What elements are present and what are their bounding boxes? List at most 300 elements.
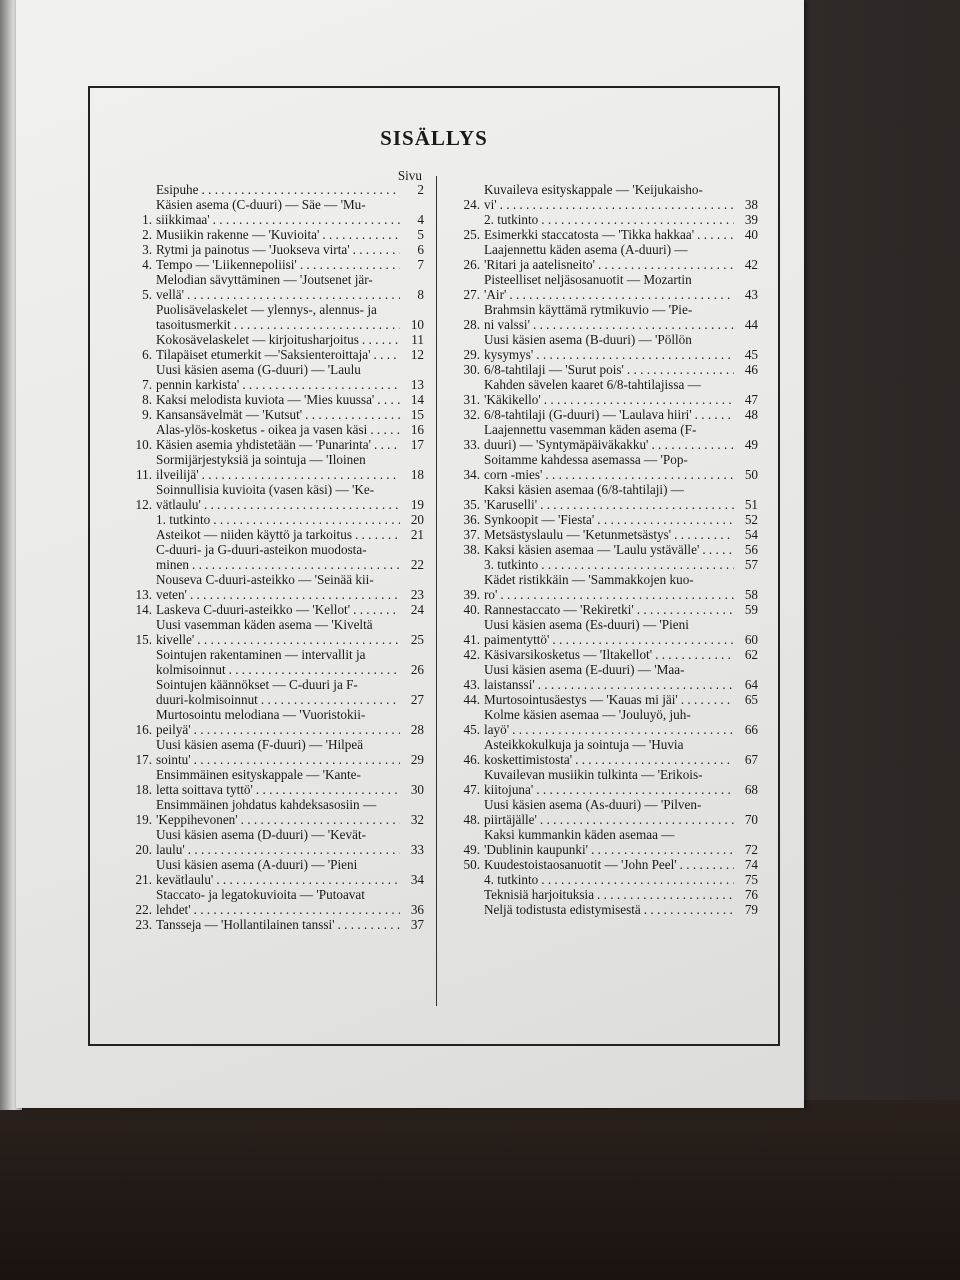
toc-entry-title: 1. tutkinto — [156, 512, 211, 527]
toc-entry-title: Uusi käsien asema (Es-duuri) — 'Pieni — [484, 617, 689, 632]
toc-entry — [118, 407, 424, 422]
toc-entry-title: corn -mies' — [484, 467, 543, 482]
toc-entry-title: kevätlaulu' — [156, 872, 214, 887]
dot-leader — [671, 527, 734, 542]
toc-entry-number: 26. — [463, 257, 480, 272]
toc-entry-number: 49. — [463, 842, 480, 857]
toc-page-number: 10 — [410, 317, 424, 332]
toc-entry-number: 45. — [463, 722, 480, 737]
toc-entry-title: 'Dublinin kaupunki' — [484, 842, 589, 857]
toc-entry — [118, 182, 424, 197]
toc-entry — [446, 707, 758, 737]
dot-leader — [594, 512, 734, 527]
toc-page-number: 21 — [410, 527, 424, 542]
toc-entry — [446, 887, 758, 902]
toc-entry-title: Ensimmäinen johdatus kahdeksasosiin — — [156, 797, 377, 812]
toc-page-number: 52 — [744, 512, 758, 527]
dot-leader — [692, 407, 734, 422]
toc-entry — [446, 827, 758, 857]
toc-page-number: 37 — [410, 917, 424, 932]
toc-entry-title: Sormijärjestyksiä ja sointuja — 'Iloinen — [156, 452, 366, 467]
toc-entry — [118, 392, 424, 407]
dot-leader — [231, 317, 400, 332]
toc-entry — [446, 212, 758, 227]
toc-entry-number: 20. — [135, 842, 152, 857]
toc-entry-title: vellä' — [156, 287, 185, 302]
toc-entry-number: 46. — [463, 752, 480, 767]
toc-entry-number: 39. — [463, 587, 480, 602]
toc-entry-title: Teknisiä harjoituksia — [484, 887, 595, 902]
dot-leader — [506, 287, 734, 302]
toc-entry-title: piirtäjälle' — [484, 812, 537, 827]
toc-page-number: 51 — [744, 497, 758, 512]
dot-leader — [184, 287, 400, 302]
toc-entry-title: C-duuri- ja G-duuri-asteikon muodosta- — [156, 542, 367, 557]
toc-entry-title: laulu' — [156, 842, 185, 857]
dot-leader — [350, 602, 400, 617]
toc-entry-number: 19. — [135, 812, 152, 827]
toc-entry-number: 3. — [142, 242, 152, 257]
toc-page-number: 33 — [410, 842, 424, 857]
toc-entry-title: tasoitusmerkit — [156, 317, 231, 332]
toc-page-number: 59 — [744, 602, 758, 617]
toc-entry — [446, 377, 758, 407]
toc-entry-title: Uusi käsien asema (F-duuri) — 'Hilpeä — [156, 737, 364, 752]
toc-entry-title: Melodian sävyttäminen — 'Joutsenet jär- — [156, 272, 373, 287]
toc-entry-title: 'Keppihevonen' — [156, 812, 238, 827]
toc-entry — [118, 572, 424, 602]
toc-entry — [118, 797, 424, 827]
toc-entry-title: Kansansävelmät — 'Kutsut' — [156, 407, 303, 422]
toc-entry-number: 22. — [135, 902, 152, 917]
toc-entry — [446, 902, 758, 917]
toc-entry — [118, 887, 424, 917]
dot-leader — [595, 257, 734, 272]
dot-leader — [258, 692, 400, 707]
dot-leader — [699, 542, 734, 557]
toc-entry-title: sointu' — [156, 752, 191, 767]
toc-entry — [446, 557, 758, 572]
dot-leader — [497, 587, 734, 602]
toc-entry-title: Nouseva C-duuri-asteikko — 'Seinää kii- — [156, 572, 374, 587]
toc-page-number: 7 — [417, 257, 424, 272]
toc-entry-title: koskettimistosta' — [484, 752, 573, 767]
toc-entry — [118, 677, 424, 707]
toc-page-number: 68 — [744, 782, 758, 797]
toc-page-number: 12 — [410, 347, 424, 362]
dot-leader — [191, 902, 400, 917]
toc-entry-number: 4. — [142, 257, 152, 272]
toc-page-number: 27 — [410, 692, 424, 707]
toc-entry — [446, 362, 758, 377]
toc-entry-title: Metsästyslaulu — 'Ketunmetsästys' — [484, 527, 672, 542]
dot-leader — [371, 347, 401, 362]
toc-entry-title: Puolisävelaskelet — ylennys-, alennus- ja — [156, 302, 377, 317]
toc-entry — [446, 857, 758, 872]
toc-page-number: 70 — [744, 812, 758, 827]
toc-entry-title: Uusi käsien asema (D-duuri) — 'Kevät- — [156, 827, 367, 842]
toc-entry-title: Kaksi käsien asemaa (6/8-tahtilaji) — — [484, 482, 684, 497]
toc-entry-title: kysymys' — [484, 347, 534, 362]
toc-entry-title: Kolme käsien asemaa — 'Jouluyö, juh- — [484, 707, 691, 722]
toc-page-number: 29 — [410, 752, 424, 767]
toc-entry — [118, 827, 424, 857]
toc-page-number: 60 — [744, 632, 758, 647]
dot-leader — [538, 872, 734, 887]
dot-leader — [549, 632, 734, 647]
toc-page-number: 28 — [410, 722, 424, 737]
toc-entry-title: 3. tutkinto — [484, 557, 539, 572]
column-divider — [436, 176, 437, 1006]
toc-entry-title: Uusi käsien asema (As-duuri) — 'Pilven- — [484, 797, 702, 812]
toc-page-number: 64 — [744, 677, 758, 692]
table-surface — [0, 1100, 960, 1280]
dot-leader — [350, 242, 400, 257]
toc-entry-number: 8. — [142, 392, 152, 407]
toc-entry-title: 2. tutkinto — [484, 212, 539, 227]
toc-entry — [446, 602, 758, 617]
toc-entry — [446, 332, 758, 362]
toc-entry — [446, 797, 758, 827]
toc-page-number: 22 — [410, 557, 424, 572]
toc-page-number: 19 — [410, 497, 424, 512]
toc-entry-title: paimentyttö' — [484, 632, 550, 647]
toc-entry-title: Kädet ristikkäin — 'Sammakkojen kuo- — [484, 572, 694, 587]
toc-entry-title: Sointujen käännökset — C-duuri ja F- — [156, 677, 358, 692]
toc-entry-title: kolmisoinnut — [156, 662, 226, 677]
toc-entry — [118, 917, 424, 932]
toc-entry — [446, 647, 758, 662]
toc-page-number: 18 — [410, 467, 424, 482]
toc-entry-title: siikkimaa' — [156, 212, 210, 227]
toc-page-number: 38 — [744, 197, 758, 212]
toc-entry — [118, 332, 424, 347]
toc-page-number: 23 — [410, 587, 424, 602]
dot-leader — [187, 587, 400, 602]
toc-entry-number: 30. — [463, 362, 480, 377]
dot-leader — [194, 632, 400, 647]
dot-leader — [541, 392, 734, 407]
toc-page-number: 17 — [410, 437, 424, 452]
dot-leader — [652, 647, 734, 662]
book-page — [16, 0, 804, 1108]
toc-page-number: 5 — [417, 227, 424, 242]
toc-entry-number: 18. — [135, 782, 152, 797]
toc-entry — [446, 407, 758, 422]
toc-page-number: 72 — [744, 842, 758, 857]
dot-leader — [238, 812, 400, 827]
toc-entry-number: 29. — [463, 347, 480, 362]
toc-entry — [118, 227, 424, 242]
dot-leader — [509, 722, 734, 737]
toc-entry-title: 'Karuselli' — [484, 497, 538, 512]
toc-page-number: 42 — [744, 257, 758, 272]
toc-entry — [118, 242, 424, 257]
toc-page-number: 11 — [411, 332, 424, 347]
toc-entry — [118, 437, 424, 452]
toc-page-number: 2 — [417, 182, 424, 197]
toc-entry-number: 6. — [142, 347, 152, 362]
toc-entry-number: 35. — [463, 497, 480, 512]
dot-leader — [191, 722, 400, 737]
toc-entry-title: pennin karkista' — [156, 377, 240, 392]
toc-entry-title: Uusi käsien asema (B-duuri) — 'Pöllön — [484, 332, 692, 347]
dot-leader — [226, 662, 400, 677]
toc-entry-title: Esimerkki staccatosta — 'Tikka hakkaa' — [484, 227, 695, 242]
toc-entry-title: Kuvailevan musiikin tulkinta — 'Erikois- — [484, 767, 703, 782]
toc-page-number: 74 — [744, 857, 758, 872]
toc-entry — [446, 242, 758, 272]
toc-entry — [446, 527, 758, 542]
toc-entry-number: 28. — [463, 317, 480, 332]
toc-entry-title: Ensimmäinen esityskappale — 'Kante- — [156, 767, 361, 782]
toc-entry-title: Rytmi ja painotus — 'Juokseva virta' — [156, 242, 350, 257]
toc-entry — [118, 602, 424, 617]
toc-page-number: 39 — [744, 212, 758, 227]
toc-entry — [118, 197, 424, 227]
dot-leader — [335, 917, 400, 932]
toc-entry-title: Kaksi käsien asemaa — 'Laulu ystävälle' — [484, 542, 700, 557]
toc-entry-number: 9. — [142, 407, 152, 422]
toc-entry-title: Murtosointusäestys — 'Kauas mi jäi' — [484, 692, 678, 707]
toc-entry-number: 50. — [463, 857, 480, 872]
toc-entry-title: 6/8-tahtilaji (G-duuri) — 'Laulava hiiri' — [484, 407, 692, 422]
toc-entry-title: Uusi käsien asema (G-duuri) — 'Laulu — [156, 362, 361, 377]
dot-leader — [572, 752, 734, 767]
toc-entry — [118, 302, 424, 332]
toc-entry-number: 47. — [463, 782, 480, 797]
toc-entry — [446, 872, 758, 887]
toc-page-number: 48 — [744, 407, 758, 422]
toc-page-number: 26 — [410, 662, 424, 677]
toc-entry-title: duuri) — 'Syntymäpäiväkakku' — [484, 437, 649, 452]
toc-entry-title: Staccato- ja legatokuvioita — 'Putoavat — [156, 887, 365, 902]
toc-entry-number: 7. — [142, 377, 152, 392]
toc-entry-title: Esipuhe — [156, 182, 199, 197]
toc-entry-title: Soitamme kahdessa asemassa — 'Pop- — [484, 452, 688, 467]
toc-entry — [446, 512, 758, 527]
toc-entry — [446, 482, 758, 512]
toc-entry — [118, 512, 424, 527]
dot-leader — [537, 812, 734, 827]
dot-leader — [185, 842, 400, 857]
toc-entry-title: Uusi käsien asema (E-duuri) — 'Maa- — [484, 662, 685, 677]
toc-page-number: 57 — [744, 557, 758, 572]
toc-page-number: 58 — [744, 587, 758, 602]
toc-entry-title: lehdet' — [156, 902, 191, 917]
toc-entry-title: Neljä todistusta edistymisestä — [484, 902, 641, 917]
toc-entry-title: duuri-kolmisoinnut — [156, 692, 258, 707]
toc-entry-number: 2. — [142, 227, 152, 242]
toc-page-number: 34 — [410, 872, 424, 887]
toc-entry-title: Uusi käsien asema (A-duuri) — 'Pieni — [156, 857, 358, 872]
toc-page-number: 62 — [744, 647, 758, 662]
toc-entry-title: Musiikin rakenne — 'Kuvioita' — [156, 227, 320, 242]
page-column-header: Sivu — [397, 168, 422, 183]
dot-leader — [199, 182, 401, 197]
toc-entry-number: 21. — [135, 872, 152, 887]
dot-leader — [199, 467, 400, 482]
dot-leader — [352, 527, 400, 542]
dot-leader — [648, 437, 734, 452]
toc-entry-title: ni valssi' — [484, 317, 530, 332]
toc-entry-title: 'Ritari ja aatelisneito' — [484, 257, 595, 272]
toc-entry-number: 14. — [135, 602, 152, 617]
dot-leader — [533, 782, 734, 797]
dot-leader — [497, 197, 734, 212]
toc-entry — [446, 737, 758, 767]
toc-page-number: 75 — [744, 872, 758, 887]
toc-entry-title: 4. tutkinto — [484, 872, 539, 887]
toc-entry-number: 33. — [463, 437, 480, 452]
toc-page-number: 6 — [417, 242, 424, 257]
toc-entry — [446, 572, 758, 602]
toc-page-number: 16 — [410, 422, 424, 437]
toc-entry-number: 11. — [136, 467, 152, 482]
toc-entry-number: 44. — [463, 692, 480, 707]
toc-page-number: 32 — [410, 812, 424, 827]
toc-entry-number: 12. — [135, 497, 152, 512]
toc-entry-title: Rannestaccato — 'Rekiretki' — [484, 602, 634, 617]
toc-entry-number: 41. — [463, 632, 480, 647]
dot-leader — [634, 602, 734, 617]
toc-entry-number: 25. — [463, 227, 480, 242]
dot-leader — [535, 677, 734, 692]
toc-entry — [118, 617, 424, 647]
dot-leader — [302, 407, 400, 422]
toc-page-number: 30 — [410, 782, 424, 797]
toc-entry-number: 42. — [463, 647, 480, 662]
toc-entry-title: Laajennettu käden asema (A-duuri) — — [484, 242, 688, 257]
toc-entry — [446, 767, 758, 797]
toc-entry-number: 16. — [135, 722, 152, 737]
dot-leader — [210, 212, 400, 227]
toc-entry-title: Soinnullisia kuvioita (vasen käsi) — 'Ke- — [156, 482, 375, 497]
dot-leader — [542, 467, 734, 482]
toc-page-number: 56 — [744, 542, 758, 557]
toc-page-number: 4 — [417, 212, 424, 227]
toc-page-number: 47 — [744, 392, 758, 407]
toc-entry — [118, 272, 424, 302]
toc-right-column — [446, 182, 758, 917]
toc-page-number: 36 — [410, 902, 424, 917]
toc-entry-number: 10. — [135, 437, 152, 452]
toc-entry-title: Asteikot — niiden käyttö ja tarkoitus — [156, 527, 352, 542]
toc-page-number: 13 — [410, 377, 424, 392]
toc-page-number: 8 — [417, 287, 424, 302]
toc-entry-title: Käsien asema (C-duuri) — Säe — 'Mu- — [156, 197, 366, 212]
toc-page-number: 50 — [744, 467, 758, 482]
toc-entry — [118, 362, 424, 392]
toc-entry — [446, 662, 758, 692]
toc-entry — [118, 707, 424, 737]
toc-entry-title: letta soittava tyttö' — [156, 782, 253, 797]
toc-left-column — [118, 168, 424, 932]
toc-entry-title: 'Air' — [484, 287, 507, 302]
toc-entry-title: Käsien asemia yhdistetään — 'Punarinta' — [156, 437, 371, 452]
dot-leader — [530, 317, 734, 332]
dot-leader — [374, 392, 400, 407]
toc-page-number: 76 — [744, 887, 758, 902]
toc-entry-title: Kaksi melodista kuviota — 'Mies kuussa' — [156, 392, 375, 407]
toc-page-number: 54 — [744, 527, 758, 542]
toc-page-number: 15 — [410, 407, 424, 422]
dot-leader — [538, 212, 734, 227]
toc-entry-title: vätlaulu' — [156, 497, 201, 512]
toc-entry — [118, 542, 424, 572]
toc-entry-title: Tansseja — 'Hollantilainen tanssi' — [156, 917, 335, 932]
toc-entry-title: 6/8-tahtilaji — 'Surut pois' — [484, 362, 624, 377]
toc-entry — [118, 647, 424, 677]
toc-entry-title: Kuudestoistaosanuotit — 'John Peel' — [484, 857, 677, 872]
toc-entry — [118, 422, 424, 437]
dot-leader — [588, 842, 734, 857]
toc-entry-title: ro' — [484, 587, 498, 602]
toc-entry-title: Alas-ylös-kosketus - oikea ja vasen käsi — [156, 422, 368, 437]
toc-entry-title: minen — [156, 557, 189, 572]
toc-entry-title: Kokosävelaskelet — kirjoitusharjoitus — [156, 332, 359, 347]
toc-entry-title: laistanssi' — [484, 677, 535, 692]
toc-entry-title: ilveilijä' — [156, 467, 199, 482]
toc-entry-number: 48. — [463, 812, 480, 827]
contents-frame — [88, 86, 780, 1046]
toc-page-number: 45 — [744, 347, 758, 362]
toc-entry — [118, 482, 424, 512]
toc-entry-title: Murtosointu melodiana — 'Vuoristokii- — [156, 707, 366, 722]
toc-entry-number: 23. — [135, 917, 152, 932]
dot-leader — [239, 377, 400, 392]
toc-entry-number: 15. — [135, 632, 152, 647]
dot-leader — [624, 362, 734, 377]
toc-entry-title: Kaksi kummankin käden asemaa — — [484, 827, 675, 842]
toc-entry-title: Asteikkokulkuja ja sointuja — 'Huvia — [484, 737, 684, 752]
dot-leader — [213, 872, 400, 887]
toc-entry-title: Tempo — 'Liikennepoliisi' — [156, 257, 297, 272]
dot-leader — [694, 227, 734, 242]
toc-entry-number: 5. — [142, 287, 152, 302]
toc-entry-title: peilyä' — [156, 722, 191, 737]
page-title: SISÄLLYS — [380, 126, 488, 150]
dot-leader — [319, 227, 400, 242]
toc-page-number: 46 — [744, 362, 758, 377]
toc-page-number: 49 — [744, 437, 758, 452]
toc-entry-title: layö' — [484, 722, 510, 737]
toc-entry-number: 32. — [463, 407, 480, 422]
toc-page-number: 66 — [744, 722, 758, 737]
toc-entry-number: 43. — [463, 677, 480, 692]
toc-entry — [446, 422, 758, 452]
dot-leader — [677, 857, 734, 872]
toc-entry-title: kivelle' — [156, 632, 195, 647]
toc-page-number: 43 — [744, 287, 758, 302]
toc-entry-title: Laajennettu vasemman käden asema (F- — [484, 422, 697, 437]
toc-entry — [446, 302, 758, 332]
toc-entry — [118, 857, 424, 887]
toc-entry-number: 34. — [463, 467, 480, 482]
toc-page-number: 67 — [744, 752, 758, 767]
toc-entry-title: Kahden sävelen kaaret 6/8-tahtilajissa — — [484, 377, 701, 392]
toc-entry — [118, 767, 424, 797]
dot-leader — [641, 902, 734, 917]
toc-entry — [446, 227, 758, 242]
toc-entry-title: Brahmsin käyttämä rytmikuvio — 'Pie- — [484, 302, 693, 317]
toc-entry-title: Kuvaileva esityskappale — 'Keijukaisho- — [484, 182, 703, 197]
toc-entry-number: 13. — [135, 587, 152, 602]
toc-entry-number: 27. — [463, 287, 480, 302]
dot-leader — [594, 887, 734, 902]
toc-entry — [446, 617, 758, 647]
toc-entry-title: Tilapäiset etumerkit —'Saksienteroittaja' — [156, 347, 371, 362]
